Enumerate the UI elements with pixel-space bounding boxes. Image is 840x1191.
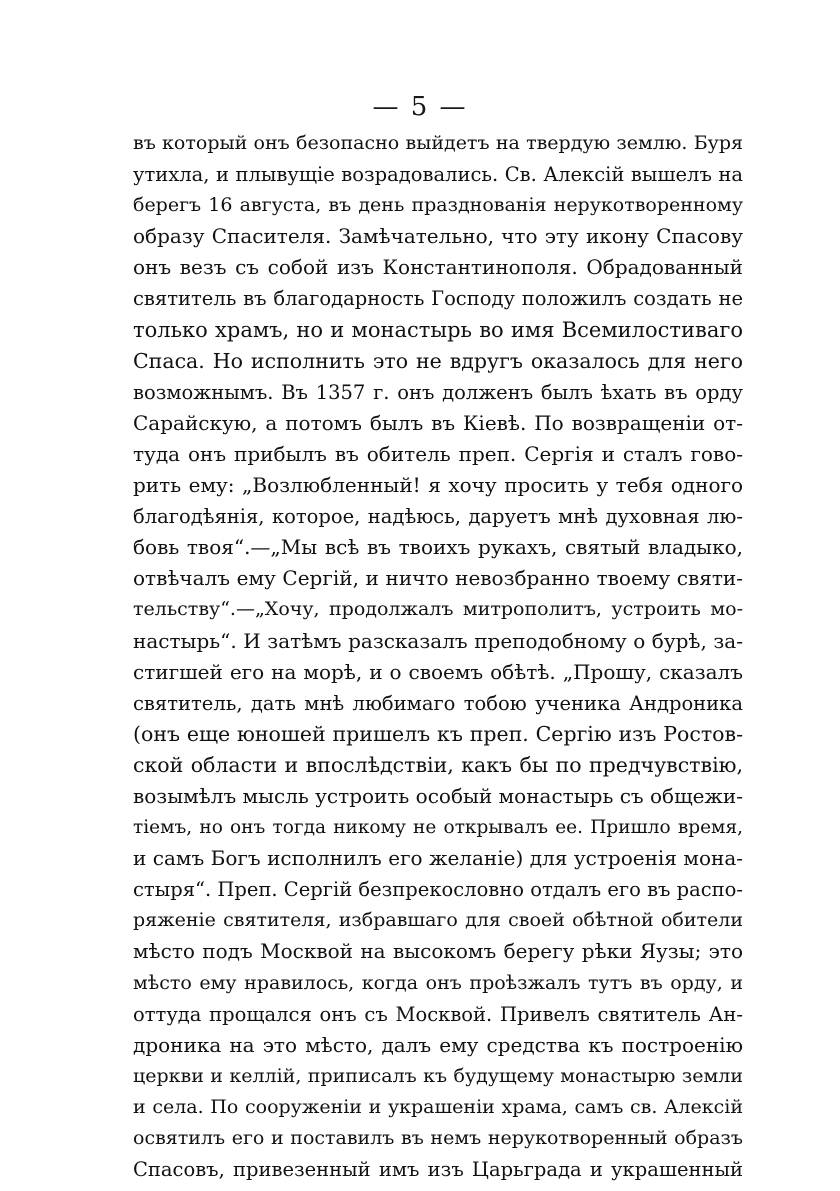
- text-line: тіемъ, но онъ тогда никому не открывалъ ее. Пришло время,: [133, 817, 743, 839]
- text-line: возможнымъ. Въ 1357 г. онъ долженъ былъ ѣхать въ орду: [133, 380, 743, 404]
- text-line: бовь твоя“.—„Мы всѣ въ твоихъ рукахъ, святый владыко,: [133, 535, 743, 560]
- text-line: туда онъ прибылъ въ обитель преп. Сергія и сталъ гово-: [133, 441, 743, 466]
- text-line: рить ему: „Возлюбленный! я хочу просить у тебя одного: [133, 473, 743, 498]
- text-line: церкви и келлій, приписалъ къ будущему монастырю земли: [133, 1064, 743, 1087]
- text-line: Спасовъ, привезенный имъ изъ Царьграда и украшенный: [133, 1158, 743, 1182]
- text-line: утихла, и плывущіе возрадовались. Св. Алексій вышелъ на: [133, 163, 743, 187]
- text-line: ряженіе святителя, избравшаго для своей обѣтной обители: [133, 909, 743, 932]
- text-line: дроника на это мѣсто, далъ ему средства къ построенію: [133, 1032, 743, 1057]
- text-line: стыря“. Преп. Сергій безпрекословно отдалъ его въ распо-: [133, 878, 743, 902]
- text-line: святитель въ благодарность Господу положилъ создать не: [133, 287, 743, 311]
- text-line: стигшей его на морѣ, и о своемъ обѣтѣ. „Прошу, сказалъ: [133, 659, 743, 684]
- text-line: ской области и впослѣдствіи, какъ бы по предчувствію,: [133, 752, 743, 777]
- text-line: благодѣянія, которое, надѣюсь, даруетъ мнѣ духовная лю-: [133, 505, 743, 529]
- body-text: [133, 128, 743, 1185]
- text-line: и села. По сооруженіи и украшеніи храма, самъ св. Алексій: [133, 1095, 743, 1118]
- text-line: берегъ 16 августа, въ день празднованія нерукотворенному: [133, 194, 743, 217]
- text-line: святитель, дать мнѣ любимаго тобою ученика Андроника: [133, 691, 743, 715]
- text-line: тельству“.—„Хочу, продолжалъ митрополитъ, устроить мо-: [133, 598, 743, 621]
- text-line: и самъ Богъ исполнилъ его желаніе) для устроенія мона-: [133, 846, 743, 871]
- text-line: отвѣчалъ ему Сергій, и ничто невозбранно твоему святи-: [133, 566, 743, 591]
- text-line: въ который онъ безопасно выйдетъ на твердую землю. Буря: [133, 132, 743, 154]
- text-line: оттуда прощался онъ съ Москвой. Привелъ святитель Ан-: [133, 1002, 743, 1026]
- text-line: мѣсто ему нравилось, когда онъ проѣзжалъ тутъ въ орду, и: [133, 971, 743, 994]
- text-line: образу Спасителя. Замѣчательно, что эту икону Спасову: [133, 224, 743, 249]
- text-line: возымѣлъ мысль устроить особый монастырь съ общежи-: [133, 783, 743, 808]
- text-line: только храмъ, но и монастырь во имя Всемилостиваго: [133, 317, 743, 342]
- text-line: настырь“. И затѣмъ разсказалъ преподобному о бурѣ, за-: [133, 628, 743, 653]
- text-line: мѣсто подъ Москвой на высокомъ берегу рѣки Яузы; это: [133, 939, 743, 964]
- text-line: (онъ еще юношей пришелъ къ преп. Сергію изъ Ростов-: [133, 721, 743, 746]
- page-number: — 5 —: [372, 92, 468, 122]
- text-line: Сарайскую, а потомъ былъ въ Кіевѣ. По возвращеніи от-: [133, 410, 743, 435]
- text-line: Спаса. Но исполнить это не вдругъ оказалось для него: [133, 348, 743, 373]
- text-line: освятилъ его и поставилъ въ немъ нерукотворенный образъ: [133, 1127, 743, 1149]
- text-line: онъ везъ съ собой изъ Константинополя. Обрадованный: [133, 255, 743, 280]
